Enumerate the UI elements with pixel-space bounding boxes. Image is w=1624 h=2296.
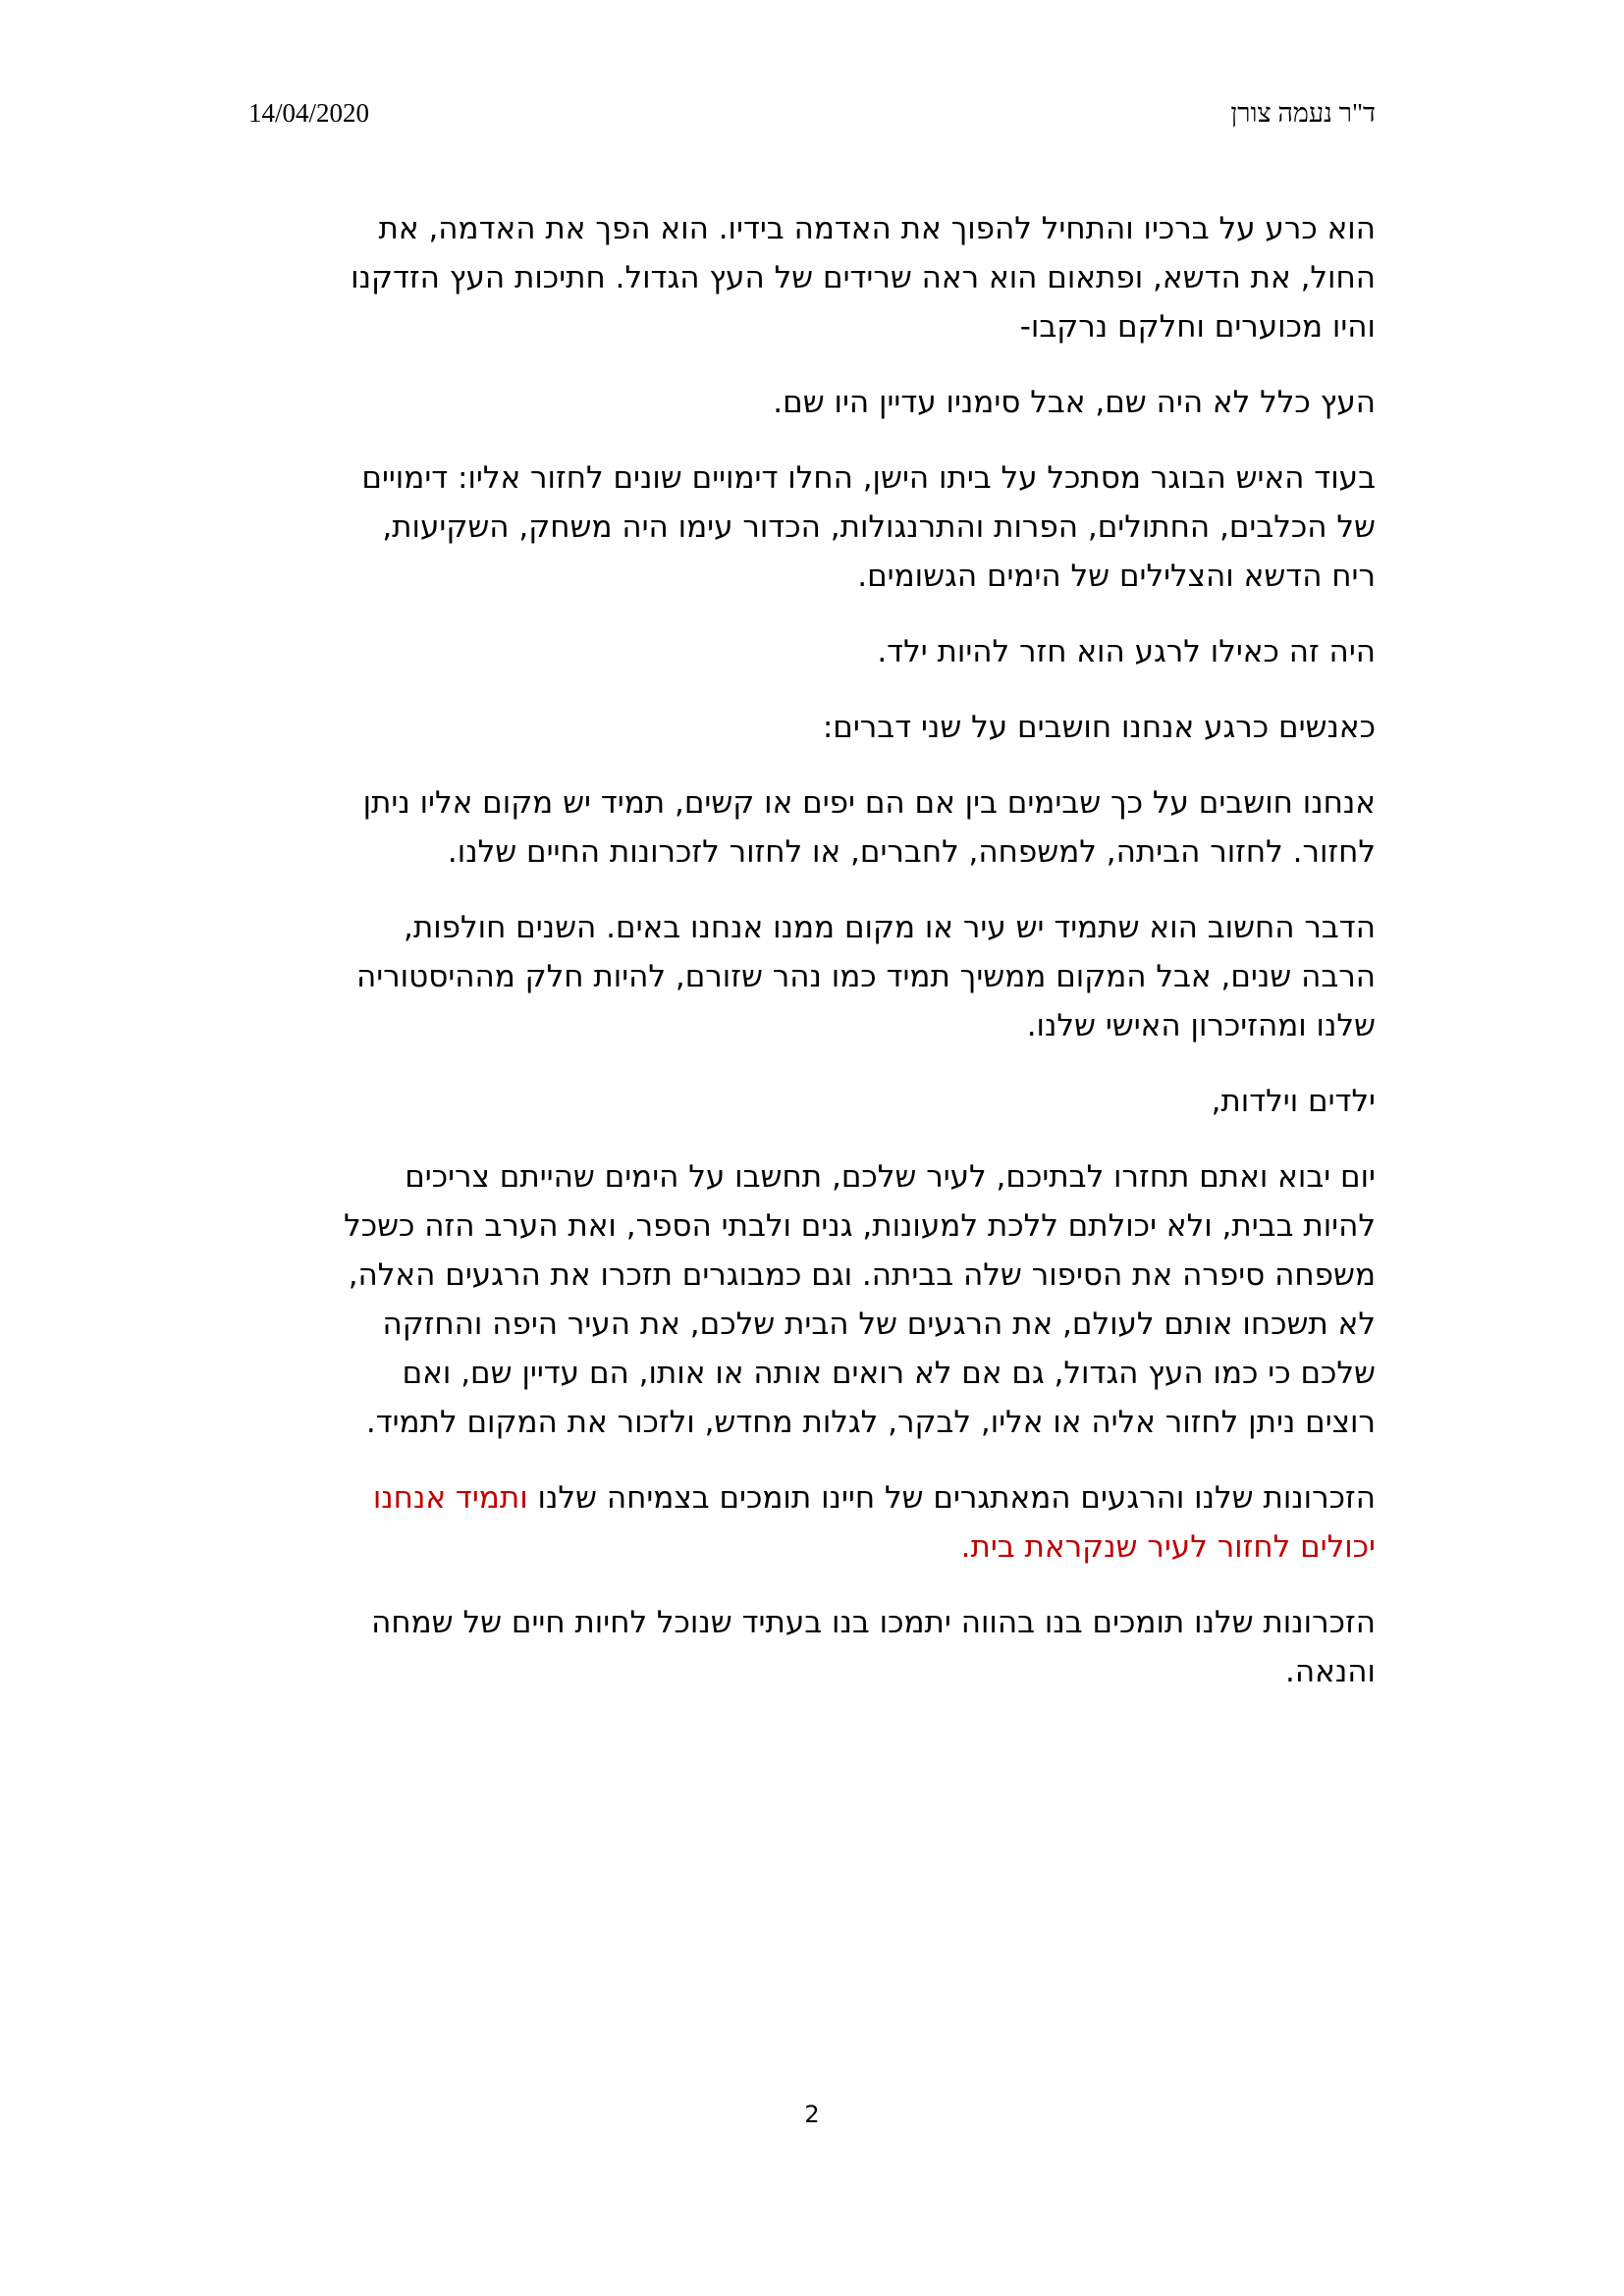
text-line: הוא כרע על ברכיו והתחיל להפוך את האדמה בידיו. הוא הפך את האדמה, את bbox=[378, 211, 1376, 246]
text-line: היה זה כאילו לרגע הוא חזר להיות ילד. bbox=[877, 634, 1376, 669]
paragraph bbox=[248, 454, 1376, 601]
header-date: 14/04/2020 bbox=[248, 98, 370, 128]
text-line: ריח הדשא והצלילים של הימים הגשומים. bbox=[857, 559, 1376, 594]
text-line: רוצים ניתן לחזור אליה או אליו, לבקר, לגלות מחדש, ולזכור את המקום לתמיד. bbox=[365, 1405, 1376, 1440]
document-body bbox=[248, 204, 1376, 1723]
page-number: 2 bbox=[804, 2101, 820, 2128]
text-line: הרבה שנים, אבל המקום ממשיך תמיד כמו נהר שזורם, להיות חלק מההיסטוריה bbox=[355, 959, 1376, 994]
text-line: החול, את הדשא, ופתאום הוא ראה שרידים של העץ הגדול. חתיכות העץ הזדקנו bbox=[351, 260, 1376, 295]
header-author: ד"ר נעמה צורן bbox=[1230, 98, 1376, 128]
text-line: של הכלבים, החתולים, הפרות והתרנגולות, הכדור עימו היה משחק, השקיעות, bbox=[382, 509, 1376, 545]
text-line bbox=[248, 1473, 1376, 1522]
highlighted-text-line: יכולים לחזור לעיר שנקראת בית. bbox=[960, 1529, 1376, 1565]
paragraph-highlighted bbox=[248, 1473, 1376, 1572]
text-line: והנאה. bbox=[1285, 1654, 1376, 1689]
paragraph bbox=[248, 627, 1376, 676]
text-line: בעוד האיש הבוגר מסתכל על ביתו הישן, החלו דימויים שונים לחזור אליו: דימויים bbox=[361, 460, 1376, 496]
text-line: משפחה סיפרה את הסיפור שלה בביתה. וגם כמבוגרים תזכרו את הרגעים האלה, bbox=[348, 1257, 1376, 1293]
text-run: הזכרונות שלנו והרגעים המאתגרים של חיינו תומכים בצמיחה שלנו bbox=[527, 1480, 1376, 1516]
paragraph bbox=[248, 1077, 1376, 1126]
text-line: והיו מכוערים וחלקם נרקבו- bbox=[1019, 309, 1376, 345]
text-line: כאנשים כרגע אנחנו חושבים על שני דברים: bbox=[822, 710, 1376, 745]
text-line: לא תשכחו אותם לעולם, את הרגעים של הבית שלכם, את העיר היפה והחזקה bbox=[382, 1307, 1376, 1342]
page-header bbox=[248, 98, 1376, 137]
text-line: להיות בבית, ולא יכולתם ללכת למעונות, גנים ולבתי הספר, ואת הערב הזה כשכל bbox=[344, 1208, 1376, 1244]
paragraph bbox=[248, 1598, 1376, 1696]
text-line: שלנו ומהזיכרון האישי שלנו. bbox=[1026, 1008, 1376, 1043]
paragraph bbox=[248, 204, 1376, 351]
paragraph bbox=[248, 378, 1376, 427]
text-line: העץ כלל לא היה שם, אבל סימניו עדיין היו שם. bbox=[773, 385, 1376, 420]
highlighted-text: ותמיד אנחנו bbox=[372, 1480, 528, 1516]
paragraph bbox=[248, 703, 1376, 752]
text-line: שלכם כי כמו העץ הגדול, גם אם לא רואים אותה או אותו, הם עדיין שם, ואם bbox=[402, 1356, 1376, 1391]
paragraph bbox=[248, 778, 1376, 877]
text-line: הדבר החשוב הוא שתמיד יש עיר או מקום ממנו אנחנו באים. השנים חולפות, bbox=[403, 910, 1376, 945]
text-line: אנחנו חושבים על כך שבימים בין אם הם יפים או קשים, תמיד יש מקום אליו ניתן bbox=[362, 785, 1376, 821]
paragraph bbox=[248, 903, 1376, 1050]
text-line: יום יבוא ואתם תחזרו לבתיכם, לעיר שלכם, תחשבו על הימים שהייתם צריכים bbox=[405, 1159, 1376, 1195]
paragraph bbox=[248, 1152, 1376, 1447]
text-line: הזכרונות שלנו תומכים בנו בהווה יתמכו בנו בעתיד שנוכל לחיות חיים של שמחה bbox=[371, 1605, 1376, 1640]
text-line: לחזור. לחזור הביתה, למשפחה, לחברים, או לחזור לזכרונות החיים שלנו. bbox=[447, 834, 1376, 870]
text-line: ילדים וילדות, bbox=[1211, 1084, 1376, 1119]
